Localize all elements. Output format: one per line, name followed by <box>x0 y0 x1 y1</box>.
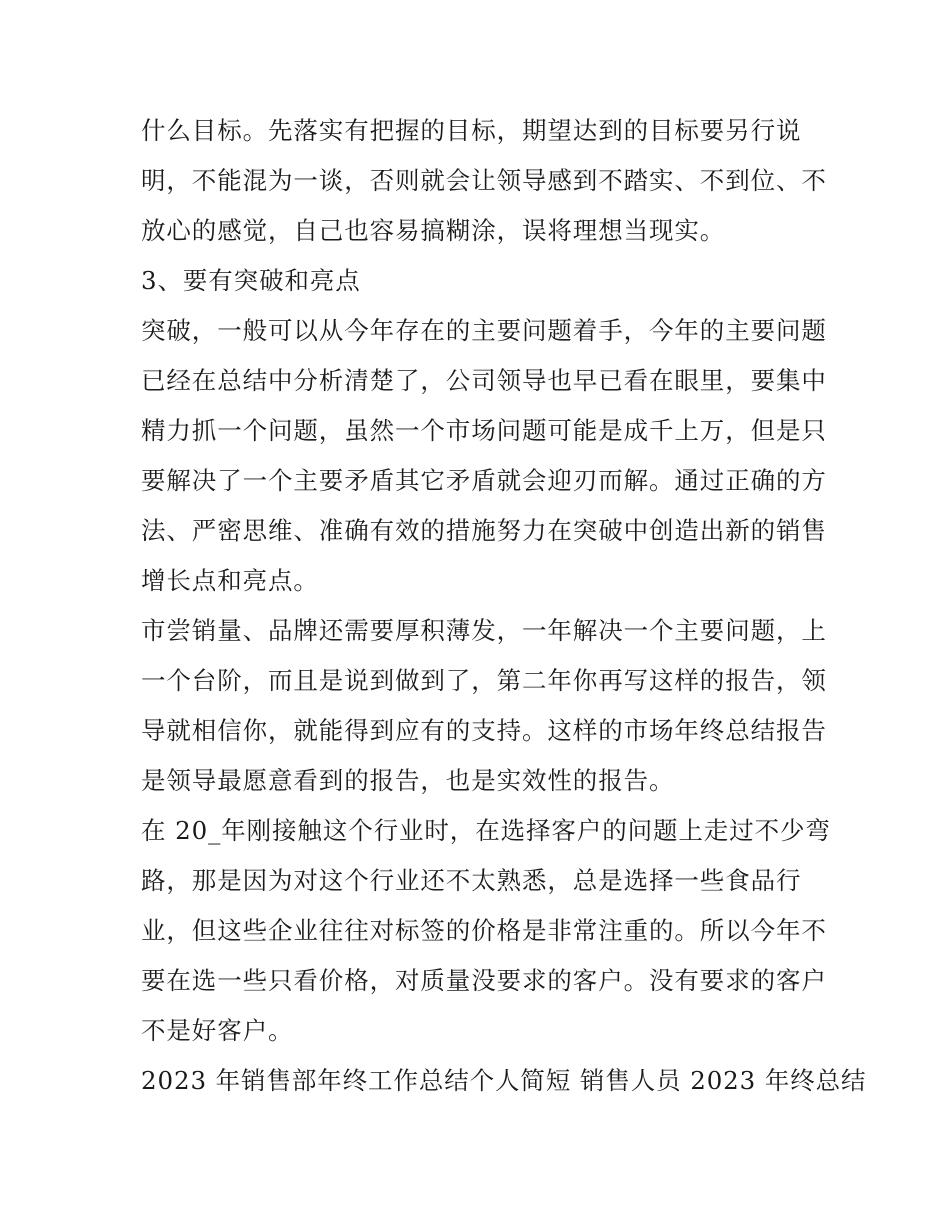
text-line: 要解决了一个主要矛盾其它矛盾就会迎刃而解。通过正确的方 <box>141 466 827 495</box>
text-line: 突破，一般可以从今年存在的主要问题着手，今年的主要问题 <box>141 316 827 345</box>
text-line: 路，那是因为对这个行业还不太熟悉，总是选择一些食品行 <box>141 866 802 895</box>
text-line: 导就相信你，就能得到应有的支持。这样的市场年终总结报告 <box>141 716 827 745</box>
text-line: 不是好客户。 <box>141 1016 294 1045</box>
text-line: 2023 年销售部年终工作总结个人简短 销售人员 2023 年终总结 <box>141 1066 867 1095</box>
text-line: 是领导最愿意看到的报告，也是实效性的报告。 <box>141 766 675 795</box>
text-line: 已经在总结中分析清楚了，公司领导也早已看在眼里，要集中 <box>141 366 827 395</box>
section-heading: 3、要有突破和亮点 <box>141 266 361 295</box>
text-line: 市尝销量、品牌还需要厚积薄发，一年解决一个主要问题，上 <box>141 616 827 645</box>
text-line: 要在选一些只看价格，对质量没要求的客户。没有要求的客户 <box>141 966 827 995</box>
text-line: 在 20_年刚接触这个行业时，在选择客户的问题上走过不少弯 <box>141 816 831 845</box>
text-line: 明，不能混为一谈，否则就会让领导感到不踏实、不到位、不 <box>141 166 827 195</box>
text-line: 什么目标。先落实有把握的目标，期望达到的目标要另行说 <box>141 116 802 145</box>
text-line: 业，但这些企业往往对标签的价格是非常注重的。所以今年不 <box>141 916 827 945</box>
text-line: 法、严密思维、准确有效的措施努力在突破中创造出新的销售 <box>141 516 827 545</box>
text-line: 增长点和亮点。 <box>141 566 319 595</box>
text-line: 精力抓一个问题，虽然一个市场问题可能是成千上万，但是只 <box>141 416 827 445</box>
text-line: 一个台阶，而且是说到做到了，第二年你再写这样的报告，领 <box>141 666 827 695</box>
text-line: 放心的感觉，自己也容易搞糊涂，误将理想当现实。 <box>141 216 726 245</box>
